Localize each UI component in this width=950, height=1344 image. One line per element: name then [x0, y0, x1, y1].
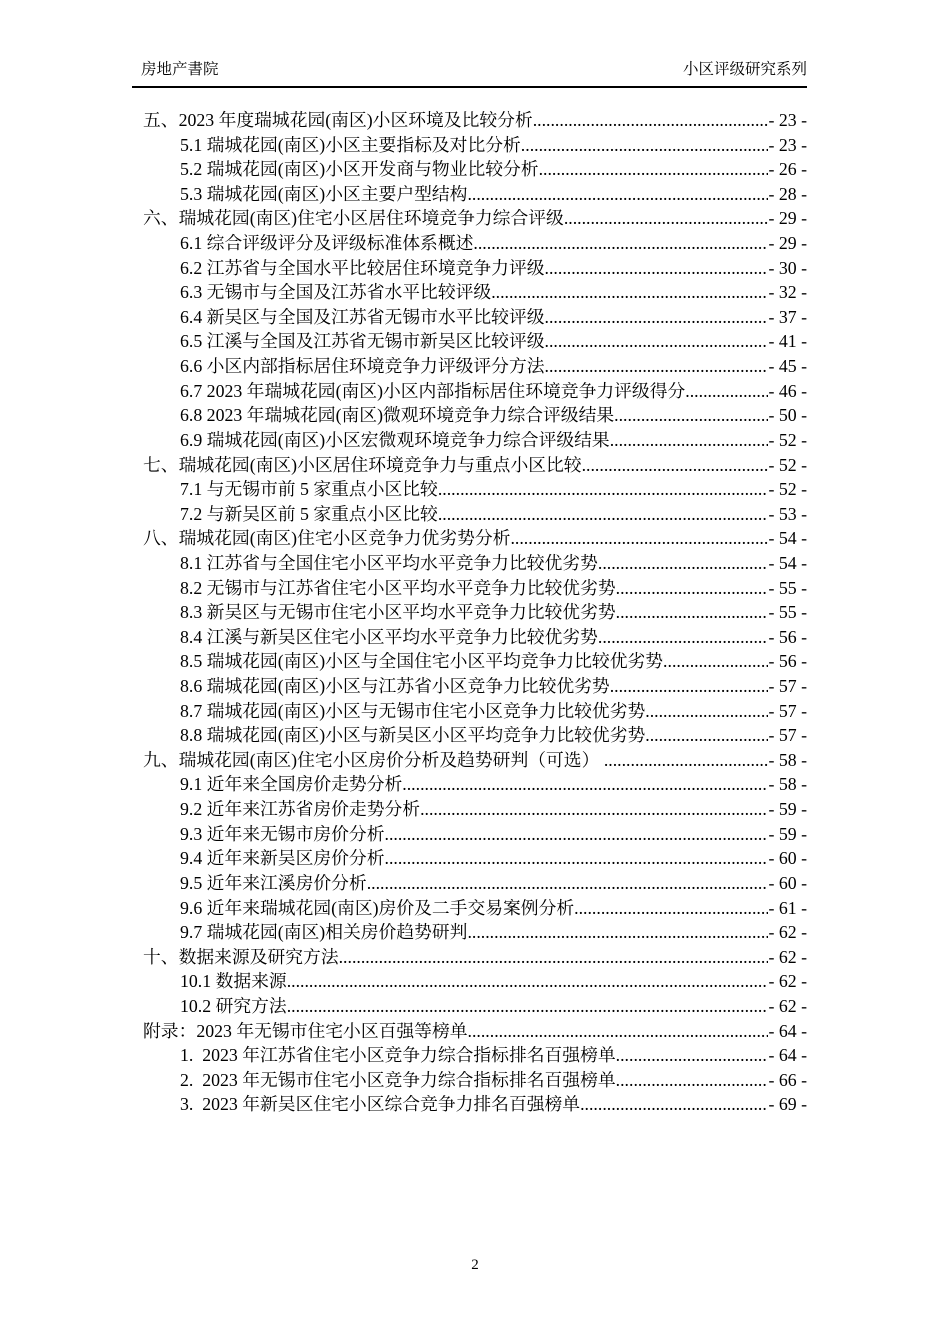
toc-entry-page: - 62 -: [768, 995, 807, 1016]
toc-entry-page: - 64 -: [768, 1020, 807, 1041]
toc-entry-title: 五、2023 年度瑞城花园(南区)小区环境及比较分析: [143, 110, 533, 130]
toc-entry[interactable]: [143, 919, 807, 944]
toc-entry-page: - 46 -: [768, 380, 807, 401]
toc-entry-page: - 55 -: [768, 577, 807, 598]
toc-entry[interactable]: [143, 1018, 807, 1043]
toc-entry-title: 5.3 瑞城花园(南区)小区主要户型结构: [180, 183, 468, 204]
toc-entry[interactable]: [143, 525, 807, 550]
toc-entry[interactable]: [143, 870, 807, 895]
toc-entry-page: - 29 -: [768, 208, 807, 229]
toc-entry[interactable]: [143, 550, 807, 575]
page-footer: [0, 1257, 950, 1274]
toc-entry-title: 七、瑞城花园(南区)小区居住环境竞争力与重点小区比较: [143, 454, 582, 475]
toc-entry-page: - 57 -: [768, 700, 807, 721]
toc-entry-page: - 54 -: [768, 528, 807, 549]
toc-entry-title: 8.4 江溪与新吴区住宅小区平均水平竞争力比较优劣势: [180, 626, 598, 647]
toc-entry-title: 8.3 新吴区与无锡市住宅小区平均水平竞争力比较优劣势: [180, 602, 616, 623]
toc-entry-title: 8.2 无锡市与江苏省住宅小区平均水平竞争力比较优劣势: [180, 577, 616, 598]
toc-entry-page: - 41 -: [768, 331, 807, 352]
toc-entry[interactable]: [143, 1067, 807, 1092]
toc-entry-title: 8.1 江苏省与全国住宅小区平均水平竞争力比较优劣势: [180, 552, 598, 573]
toc-entry-title: 1. 2023 年江苏省住宅小区竞争力综合指标排名百强榜单: [180, 1045, 616, 1066]
toc-entry-title: 附录：2023 年无锡市住宅小区百强等榜单: [143, 1020, 468, 1041]
toc-leader-dots: [468, 1021, 769, 1042]
toc-entry-title: 六、瑞城花园(南区)住宅小区居住环境竞争力综合评级: [143, 208, 564, 229]
toc-leader-dots: [539, 159, 769, 180]
toc-entry-title: 9.2 近年来江苏省房价走势分析: [180, 799, 421, 820]
toc-leader-dots: [598, 627, 769, 648]
toc-leader-dots: [645, 701, 768, 722]
toc-entry-page: - 60 -: [768, 872, 807, 893]
toc-leader-dots: [473, 233, 768, 254]
toc-entry[interactable]: [143, 821, 807, 846]
toc-entry[interactable]: [143, 501, 807, 526]
toc-entry-page: - 52 -: [768, 454, 807, 475]
toc-entry-page: - 56 -: [768, 626, 807, 647]
toc-entry-title: 6.1 综合评级评分及评级标准体系概述: [180, 233, 474, 254]
toc-entry-page: - 59 -: [768, 799, 807, 820]
toc-entry-page: - 60 -: [768, 848, 807, 869]
toc-entry-title: 8.5 瑞城花园(南区)小区与全国住宅小区平均竞争力比较优劣势: [180, 651, 664, 672]
toc-entry-title: 9.1 近年来全国房价走势分析: [180, 774, 403, 795]
toc-entry-title: 7.2 与新吴区前 5 家重点小区比较: [180, 503, 438, 524]
toc-entry-title: 3. 2023 年新吴区住宅小区综合竞争力排名百强榜单: [180, 1094, 581, 1115]
header-left-label: 房地产書院: [141, 61, 219, 78]
toc-entry[interactable]: [143, 796, 807, 821]
toc-leader-dots: [287, 971, 769, 992]
toc-entry-title: 6.8 2023 年瑞城花园(南区)微观环境竞争力综合评级结果: [180, 405, 615, 426]
toc-entry-title: 7.1 与无锡市前 5 家重点小区比较: [180, 479, 438, 500]
toc-entry[interactable]: [143, 107, 807, 132]
toc-entry-page: - 23 -: [768, 134, 807, 155]
toc-entry-page: - 29 -: [768, 233, 807, 254]
toc-entry-page: - 61 -: [768, 897, 807, 918]
toc-leader-dots: [467, 184, 768, 205]
toc-entry-title: 9.7 瑞城花园(南区)相关房价趋势研判: [180, 922, 468, 943]
toc-entry-page: - 23 -: [768, 110, 807, 130]
toc-entry-title: 6.7 2023 年瑞城花园(南区)小区内部指标居住环境竞争力评级得分: [180, 380, 686, 401]
toc-leader-dots: [545, 258, 769, 279]
toc-leader-dots: [574, 898, 768, 919]
toc-entry-page: - 62 -: [768, 971, 807, 992]
toc-entry-page: - 58 -: [768, 749, 807, 770]
toc-entry-title: 6.6 小区内部指标居住环境竞争力评级评分方法: [180, 356, 545, 377]
toc-entry-page: - 64 -: [768, 1045, 807, 1066]
toc-entry-title: 2. 2023 年无锡市住宅小区竞争力综合指标排名百强榜单: [180, 1069, 616, 1090]
toc-leader-dots: [614, 405, 768, 426]
toc-leader-dots: [616, 1045, 769, 1066]
toc-leader-dots: [287, 996, 769, 1017]
toc-leader-dots: [510, 528, 768, 549]
toc-entry-title: 5.2 瑞城花园(南区)小区开发商与物业比较分析: [180, 159, 539, 180]
toc-entry-page: - 53 -: [768, 503, 807, 524]
toc-leader-dots: [645, 725, 768, 746]
toc-entry-title: 6.2 江苏省与全国水平比较居住环境竞争力评级: [180, 257, 545, 278]
toc-entry[interactable]: [143, 452, 807, 477]
toc-entry[interactable]: [143, 328, 807, 353]
toc-entry[interactable]: [143, 427, 807, 452]
toc-entry-title: 5.1 瑞城花园(南区)小区主要指标及对比分析: [180, 134, 521, 155]
toc-entry-page: - 56 -: [768, 651, 807, 672]
toc-leader-dots: [616, 602, 769, 623]
toc-entry-page: - 62 -: [768, 922, 807, 943]
toc-entry-title: 8.6 瑞城花园(南区)小区与江苏省小区竞争力比较优劣势: [180, 676, 610, 697]
toc-entry[interactable]: [143, 673, 807, 698]
toc-entry[interactable]: [143, 624, 807, 649]
toc-entry-page: - 52 -: [768, 429, 807, 450]
toc-leader-dots: [545, 307, 769, 328]
toc-leader-dots: [367, 873, 769, 894]
toc-entry[interactable]: [143, 575, 807, 600]
toc-entry-page: - 69 -: [768, 1094, 807, 1115]
toc-entry[interactable]: [143, 156, 807, 181]
toc-entry[interactable]: [143, 722, 807, 747]
toc-entry-title: 9.6 近年来瑞城花园(南区)房价及二手交易案例分析: [180, 897, 575, 918]
toc-entry[interactable]: [143, 353, 807, 378]
toc-entry-page: - 55 -: [768, 602, 807, 623]
toc-leader-dots: [467, 922, 768, 943]
toc-leader-dots: [616, 578, 769, 599]
toc-leader-dots: [616, 1070, 769, 1091]
toc-leader-dots: [339, 947, 769, 968]
toc-entry-page: - 52 -: [768, 479, 807, 500]
page-header: [132, 60, 807, 88]
toc-leader-dots: [402, 774, 768, 795]
toc-entry-title: 10.2 研究方法: [180, 995, 287, 1016]
toc-leader-dots: [610, 430, 769, 451]
toc-leader-dots: [385, 848, 769, 869]
toc-leader-dots: [580, 1094, 768, 1115]
toc-leader-dots: [521, 135, 769, 156]
toc-entry-title: 6.9 瑞城花园(南区)小区宏微观环境竞争力综合评级结果: [180, 429, 610, 450]
toc-entry-page: - 45 -: [768, 356, 807, 377]
toc-entry-title: 九、瑞城花园(南区)住宅小区房价分析及趋势研判（可选）: [143, 749, 604, 770]
toc-leader-dots: [604, 750, 769, 771]
toc-entry[interactable]: [143, 968, 807, 993]
toc-entry-title: 8.7 瑞城花园(南区)小区与无锡市住宅小区竞争力比较优劣势: [180, 700, 646, 721]
toc-entry-page: - 62 -: [768, 946, 807, 967]
toc-entry[interactable]: [143, 304, 807, 329]
toc-entry-page: - 50 -: [768, 405, 807, 426]
toc-entry[interactable]: [143, 378, 807, 403]
table-of-contents: [143, 107, 807, 1116]
toc-entry[interactable]: [143, 895, 807, 920]
toc-entry[interactable]: [143, 1091, 807, 1116]
toc-entry-page: - 59 -: [768, 823, 807, 844]
toc-leader-dots: [598, 553, 769, 574]
toc-entry[interactable]: [143, 771, 807, 796]
toc-entry[interactable]: [143, 132, 807, 157]
toc-entry-page: - 30 -: [768, 257, 807, 278]
toc-entry-title: 6.3 无锡市与全国及江苏省水平比较评级: [180, 282, 492, 303]
toc-entry[interactable]: [143, 599, 807, 624]
toc-entry-page: - 26 -: [768, 159, 807, 180]
toc-entry[interactable]: [143, 993, 807, 1018]
toc-entry[interactable]: [143, 648, 807, 673]
toc-entry[interactable]: [143, 279, 807, 304]
header-right-label: 小区评级研究系列: [682, 61, 807, 78]
toc-entry[interactable]: [143, 230, 807, 255]
toc-entry-title: 9.5 近年来江溪房价分析: [180, 872, 367, 893]
toc-entry-title: 八、瑞城花园(南区)住宅小区竞争力优劣势分析: [143, 528, 511, 549]
toc-leader-dots: [610, 676, 769, 697]
toc-entry[interactable]: [143, 205, 807, 230]
toc-entry[interactable]: [143, 402, 807, 427]
toc-entry-title: 8.8 瑞城花园(南区)小区与新吴区小区平均竞争力比较优劣势: [180, 725, 646, 746]
toc-entry-title: 9.3 近年来无锡市房价分析: [180, 823, 385, 844]
toc-leader-dots: [545, 331, 769, 352]
toc-entry[interactable]: [143, 944, 807, 969]
toc-entry[interactable]: [143, 747, 807, 772]
toc-entry-title: 6.5 江溪与全国及江苏省无锡市新吴区比较评级: [180, 331, 545, 352]
toc-entry-page: - 37 -: [768, 306, 807, 327]
page-number: 2: [471, 1257, 479, 1273]
toc-entry-title: 6.4 新吴区与全国及江苏省无锡市水平比较评级: [180, 306, 545, 327]
toc-leader-dots: [438, 479, 769, 500]
toc-entry[interactable]: [143, 181, 807, 206]
toc-entry-page: - 58 -: [768, 774, 807, 795]
toc-leader-dots: [564, 208, 769, 229]
toc-leader-dots: [685, 381, 768, 402]
toc-entry-page: - 66 -: [768, 1069, 807, 1090]
toc-entry[interactable]: [143, 845, 807, 870]
toc-entry-title: 十、数据来源及研究方法: [143, 946, 339, 967]
toc-leader-dots: [545, 356, 769, 377]
toc-leader-dots: [438, 504, 769, 525]
toc-entry[interactable]: [143, 1042, 807, 1067]
toc-entry-page: - 28 -: [768, 183, 807, 204]
toc-entry[interactable]: [143, 698, 807, 723]
toc-leader-dots: [491, 282, 768, 303]
toc-leader-dots: [533, 110, 769, 131]
toc-entry[interactable]: [143, 476, 807, 501]
toc-entry[interactable]: [143, 255, 807, 280]
toc-entry-page: - 57 -: [768, 725, 807, 746]
toc-leader-dots: [420, 799, 768, 820]
toc-entry-page: - 32 -: [768, 282, 807, 303]
toc-entry-title: 9.4 近年来新吴区房价分析: [180, 848, 385, 869]
toc-leader-dots: [385, 824, 769, 845]
toc-entry-title: 10.1 数据来源: [180, 971, 287, 992]
toc-leader-dots: [663, 651, 768, 672]
toc-entry-page: - 54 -: [768, 552, 807, 573]
toc-leader-dots: [582, 455, 769, 476]
toc-entry-page: - 57 -: [768, 676, 807, 697]
